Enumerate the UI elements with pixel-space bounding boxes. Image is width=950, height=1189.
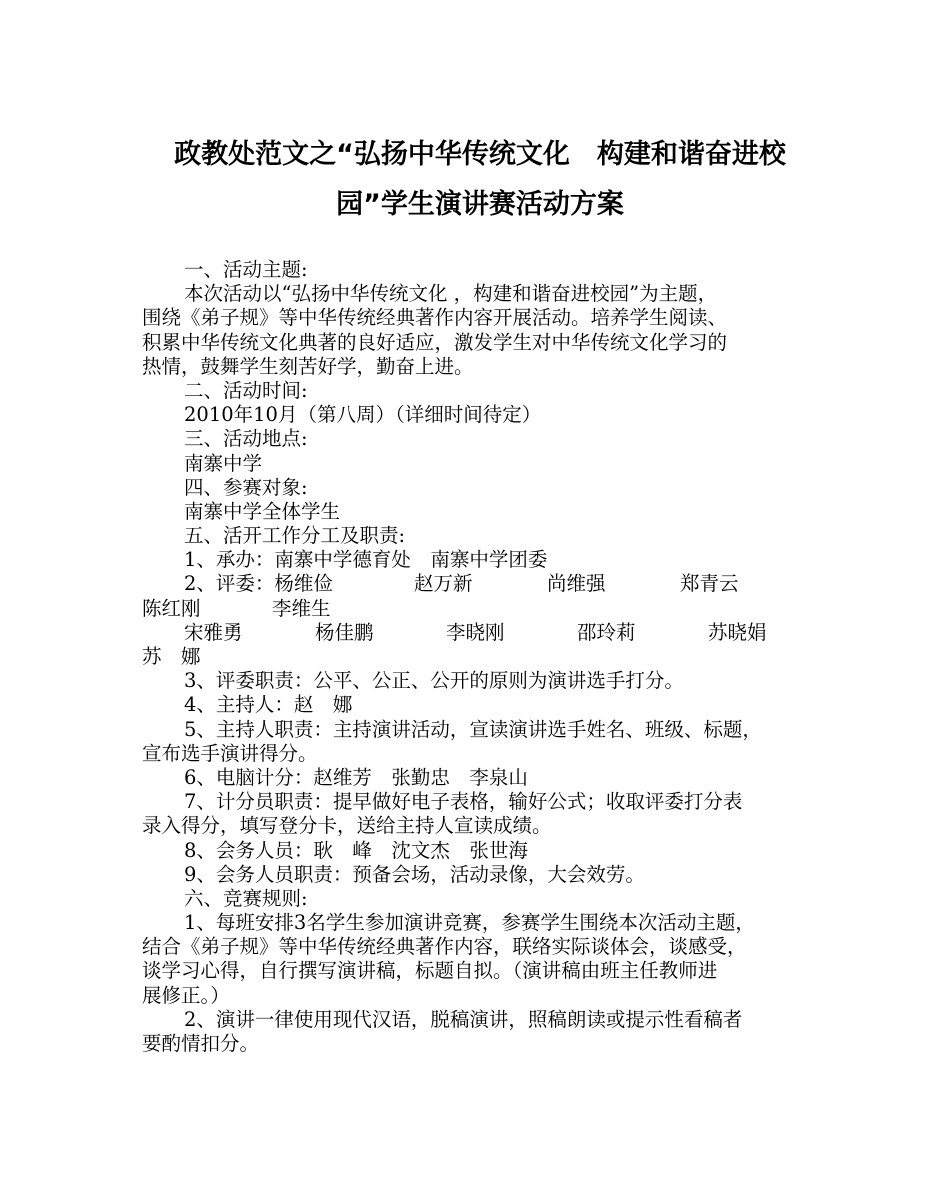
paragraph-line: 7、计分员职责：提早做好电子表格，输好公式；收取评委打分表 [184,790,743,814]
paragraph-line: 围绕《弟子规》等中华传统经典著作内容开展活动。培养学生阅读、 [142,306,728,330]
paragraph-line: 5、主持人职责：主持演讲活动，宣读演讲选手姓名、班级、标题， [184,717,762,741]
section-heading-participants: 四、参赛对象: [184,475,308,499]
paragraph-line: 热情，鼓舞学生刻苦好学，勤奋上进。 [142,354,474,378]
paragraph-line: 谈学习心得，自行撰写演讲稿，标题自拟。（演讲稿由班主任教师进 [142,959,718,983]
paragraph-line: 积累中华传统文化典著的良好适应，激发学生对中华传统文化学习的 [142,330,728,354]
section-heading-theme: 一、活动主题: [184,258,308,281]
judges-row-2 [142,621,832,645]
judge-name: 苏 娜 [142,645,201,668]
paragraph-line: 1、每班安排3名学生参加演讲竞赛，参赛学生围绕本次活动主题， [184,911,755,935]
paragraph-line: 南寨中学 [184,451,263,475]
document-title [140,130,820,230]
judge-name: 邵玲莉 [577,620,636,644]
judge-name: 赵万新 [414,572,473,596]
judge-name: 李晓刚 [446,620,505,644]
judges-row-1 [142,572,832,596]
title-line-2: 园”学生演讲赛活动方案 [336,189,624,220]
judge-name: 李维生 [272,596,331,620]
judge-name: 尚维强 [547,572,606,596]
title-line-1: 政教处范文之“弘扬中华传统文化 构建和谐奋进校 [174,139,786,170]
paragraph-line: 录入得分，填写登分卡，送给主持人宣读成绩。 [142,814,552,838]
judge-label: 2、评委：杨维俭 [184,572,333,596]
paragraph-line: 3、评委职责：公平、公正、公开的原则为演讲选手打分。 [184,669,684,693]
document-body [142,258,832,1056]
paragraph-line: 宣布选手演讲得分。 [142,741,318,765]
paragraph-line: 要酌情扣分。 [142,1032,260,1055]
paragraph-line: 2010年10月（第八周）（详细时间待定） [184,403,542,427]
section-heading-time: 二、活动时间: [184,378,308,402]
paragraph-line: 4、主持人：赵 娜 [184,693,353,717]
judge-name: 郑青云 [680,572,739,596]
section-heading-location: 三、活动地点: [184,427,308,451]
section-heading-duties: 五、活开工作分工及职责: [184,524,406,548]
paragraph-line: 本次活动以“弘扬中华传统文化 ，构建和谐奋进校园”为主题， [184,282,718,306]
paragraph-line: 结合《弟子规》等中华传统经典著作内容，联络实际谈体会，谈感受， [142,935,747,959]
judge-name: 杨佳鹏 [315,620,374,644]
paragraph-line: 南寨中学全体学生 [184,499,341,523]
judges-row-1-cont [142,597,832,621]
paragraph-line: 8、会务人员：耿 峰 沈文杰 张世海 [184,838,528,862]
paragraph-line: 9、会务人员职责：预备会场，活动录像，大会效劳。 [184,862,645,886]
section-heading-rules: 六、竞赛规则: [184,886,308,910]
paragraph-line: 展修正。） [142,983,230,1007]
judge-name: 苏晓娟 [708,620,767,644]
paragraph-line: 6、电脑计分：赵维芳 张勤忠 李泉山 [184,765,528,789]
judge-name: 宋雅勇 [184,620,243,644]
paragraph-line: 2、演讲一律使用现代汉语，脱稿演讲，照稿朗读或提示性看稿者 [184,1007,743,1031]
paragraph-line: 1、承办：南寨中学德育处 南寨中学团委 [184,548,548,572]
judge-name: 陈红刚 [142,596,201,620]
